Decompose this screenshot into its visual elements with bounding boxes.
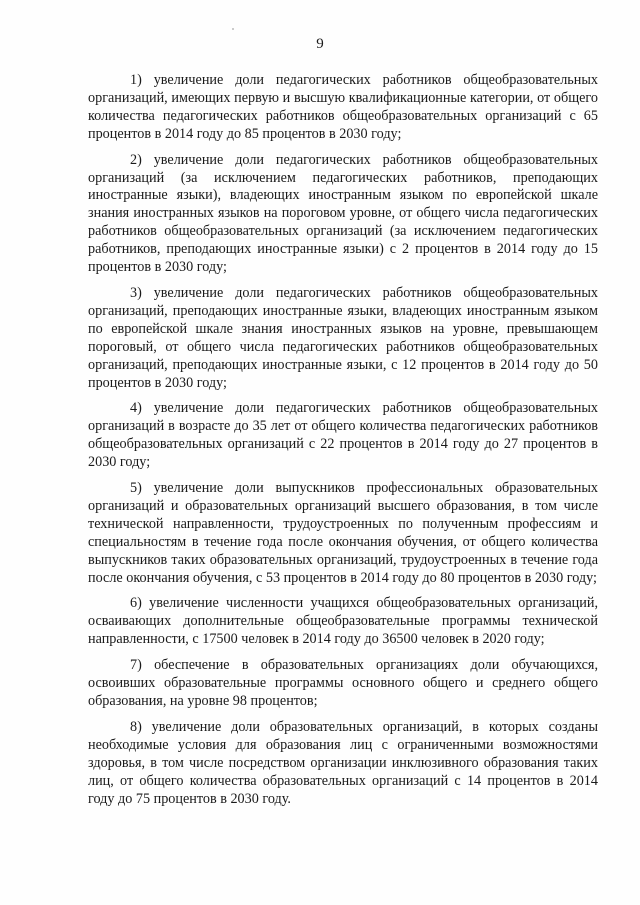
paragraph-4: 4) увеличение доли педагогических работников общеобразовательных организаций в возрасте до 35 лет от общего количества педагогических работников общеобразовательных организаций с 22 процентов в 2014 году до 27 процентов в 2030 году; bbox=[88, 400, 598, 471]
paragraph-2: 2) увеличение доли педагогических работников общеобразовательных организаций (за исключением педагогических работников, преподающих иностранные языки), владеющих иностранным языком по европейской шкале знания иностранных языков на пороговом уровне, от общего числа педагогических работников общеобразовательных организаций (за исключением педагогических работников, преподающих иностранные языки) с 2 процентов в 2014 году до 15 процентов в 2030 году; bbox=[88, 151, 598, 276]
paragraph-7: 7) обеспечение в образовательных организациях доли обучающихся, освоивших образовательные программы основного общего и среднего общего образования, на уровне 98 процентов; bbox=[88, 657, 598, 709]
document-body bbox=[88, 72, 598, 816]
paragraph-3: 3) увеличение доли педагогических работников общеобразовательных организаций, преподающих иностранные языки, владеющих иностранным языком по европейской шкале знания иностранных языков на уровне, превышающем пороговый, от общего числа педагогических работников общеобразовательных организаций, преподающих иностранные языки, с 12 процентов в 2014 году до 50 процентов в 2030 году; bbox=[88, 284, 598, 391]
page-number: 9 bbox=[316, 36, 324, 52]
scan-speck bbox=[232, 28, 234, 30]
paragraph-6: 6) увеличение численности учащихся общеобразовательных организаций, осваивающих дополнительные общеобразовательные программы технической направленности, с 17500 человек в 2014 году до 36500 человек в 2020 году; bbox=[88, 595, 598, 648]
paragraph-1: 1) увеличение доли педагогических работников общеобразовательных организаций, имеющих первую и высшую квалификационные категории, от общего количества педагогических работников общеобразовательных организаций с 65 процентов в 2014 году до 85 процентов в 2030 году; bbox=[88, 72, 598, 142]
paragraph-5: 5) увеличение доли выпускников профессиональных образовательных организаций и образовательных организаций высшего образования, в том числе технической направленности, трудоустроенных по полученным профессиям и специальностям в течение года после окончания обучения, от общего количества выпускников таких образовательных организаций, трудоустроенных в течение года после окончания обучения, с 53 процентов в 2014 году до 80 процентов в 2030 году; bbox=[88, 480, 598, 586]
paragraph-8: 8) увеличение доли образовательных организаций, в которых созданы необходимые условия для образования лиц с ограниченными возможностями здоровья, в том числе посредством организации инклюзивного образования таких лиц, от общего количества образовательных организаций с 14 процентов в 2014 году до 75 процентов в 2030 году. bbox=[88, 718, 598, 807]
